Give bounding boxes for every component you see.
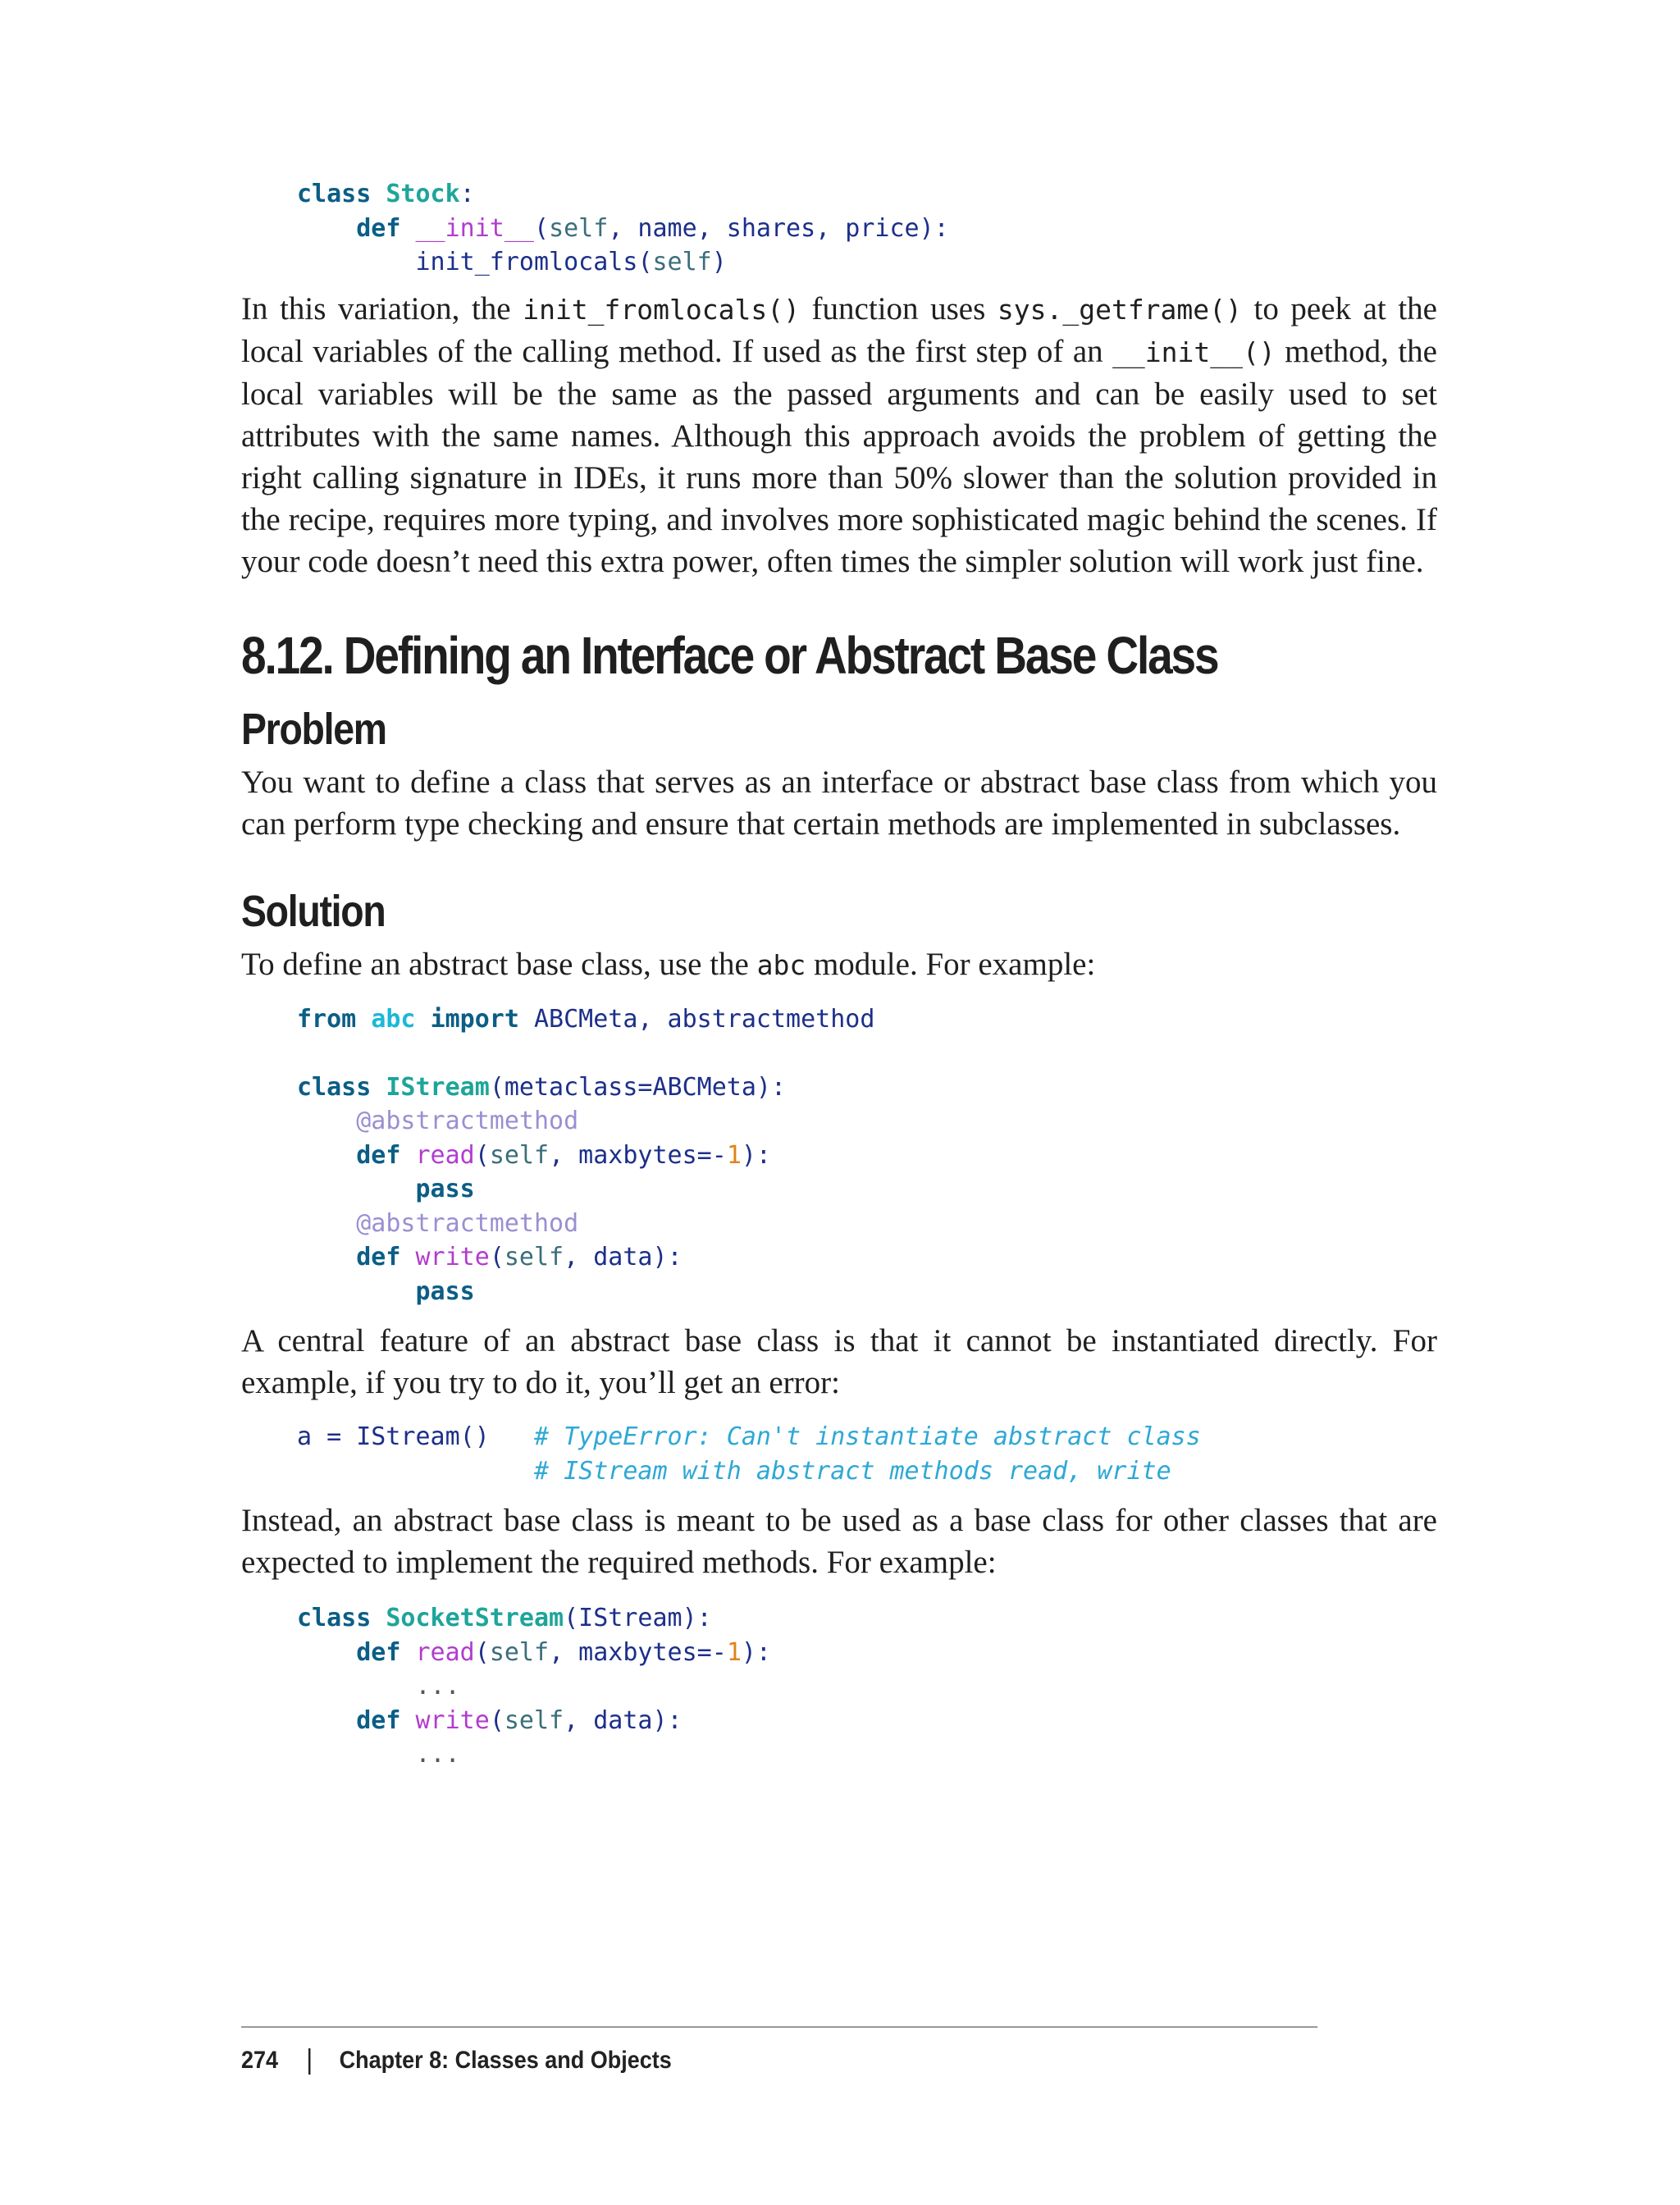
- code-block-error: a = IStream() # TypeError: Can't instantiate abstract class # IStream with abstract methods read, write: [297, 1422, 1201, 1486]
- page-footer: [241, 2026, 1317, 2076]
- solution-heading: Solution: [241, 886, 386, 936]
- code-block-stock: class Stock: def __init__(self, name, shares, price): init_fromlocals(self): [297, 180, 949, 276]
- page-number: 274: [241, 2046, 279, 2074]
- paragraph-instantiation: A central feature of an abstract base class is that it cannot be instantiated directly. For example, if you try to do it, you’ll get an error:: [241, 1323, 1437, 1400]
- chapter-title: Chapter 8: Classes and Objects: [339, 2046, 672, 2074]
- code-block-istream: from abc import ABCMeta, abstractmethod class IStream(metaclass=ABCMeta): @abstractmethod def read(self, maxbytes=-1): pass @abstractmethod def write(self, data): pass: [297, 1004, 875, 1306]
- problem-heading: Problem: [241, 704, 386, 754]
- footer-separator: |: [306, 2044, 313, 2075]
- paragraph-subclass: Instead, an abstract base class is meant to be used as a base class for other classes that are expected to implement the required methods. For example:: [241, 1503, 1437, 1580]
- problem-text: You want to define a class that serves as an interface or abstract base class from which you can perform type checking and ensure that certain methods are implemented in subclasses.: [241, 764, 1437, 842]
- solution-intro: To define an abstract base class, use the abc module. For example:: [241, 946, 1096, 982]
- paragraph-fromlocals: In this variation, the init_fromlocals() function uses sys._getframe() to peek at the local variables of the calling method. If used as the first step of an __init__() method, the local variables will be the same as the passed arguments and can be easily used to set attributes with the same names. Although this approach avoids the problem of getting the right calling signature in IDEs, it runs more than 50% slower than the solution provided in the recipe, requires more typing, and involves more sophisticated magic behind the scenes. If your code doesn’t need this extra power, often times the simpler solution will work just fine.: [241, 290, 1437, 579]
- section-title: 8.12. Defining an Interface or Abstract Base Class: [241, 625, 1218, 685]
- code-block-socketstream: class SocketStream(IStream): def read(self, maxbytes=-1): ... def write(self, data): ...: [297, 1604, 771, 1769]
- page-content: [241, 177, 1437, 1772]
